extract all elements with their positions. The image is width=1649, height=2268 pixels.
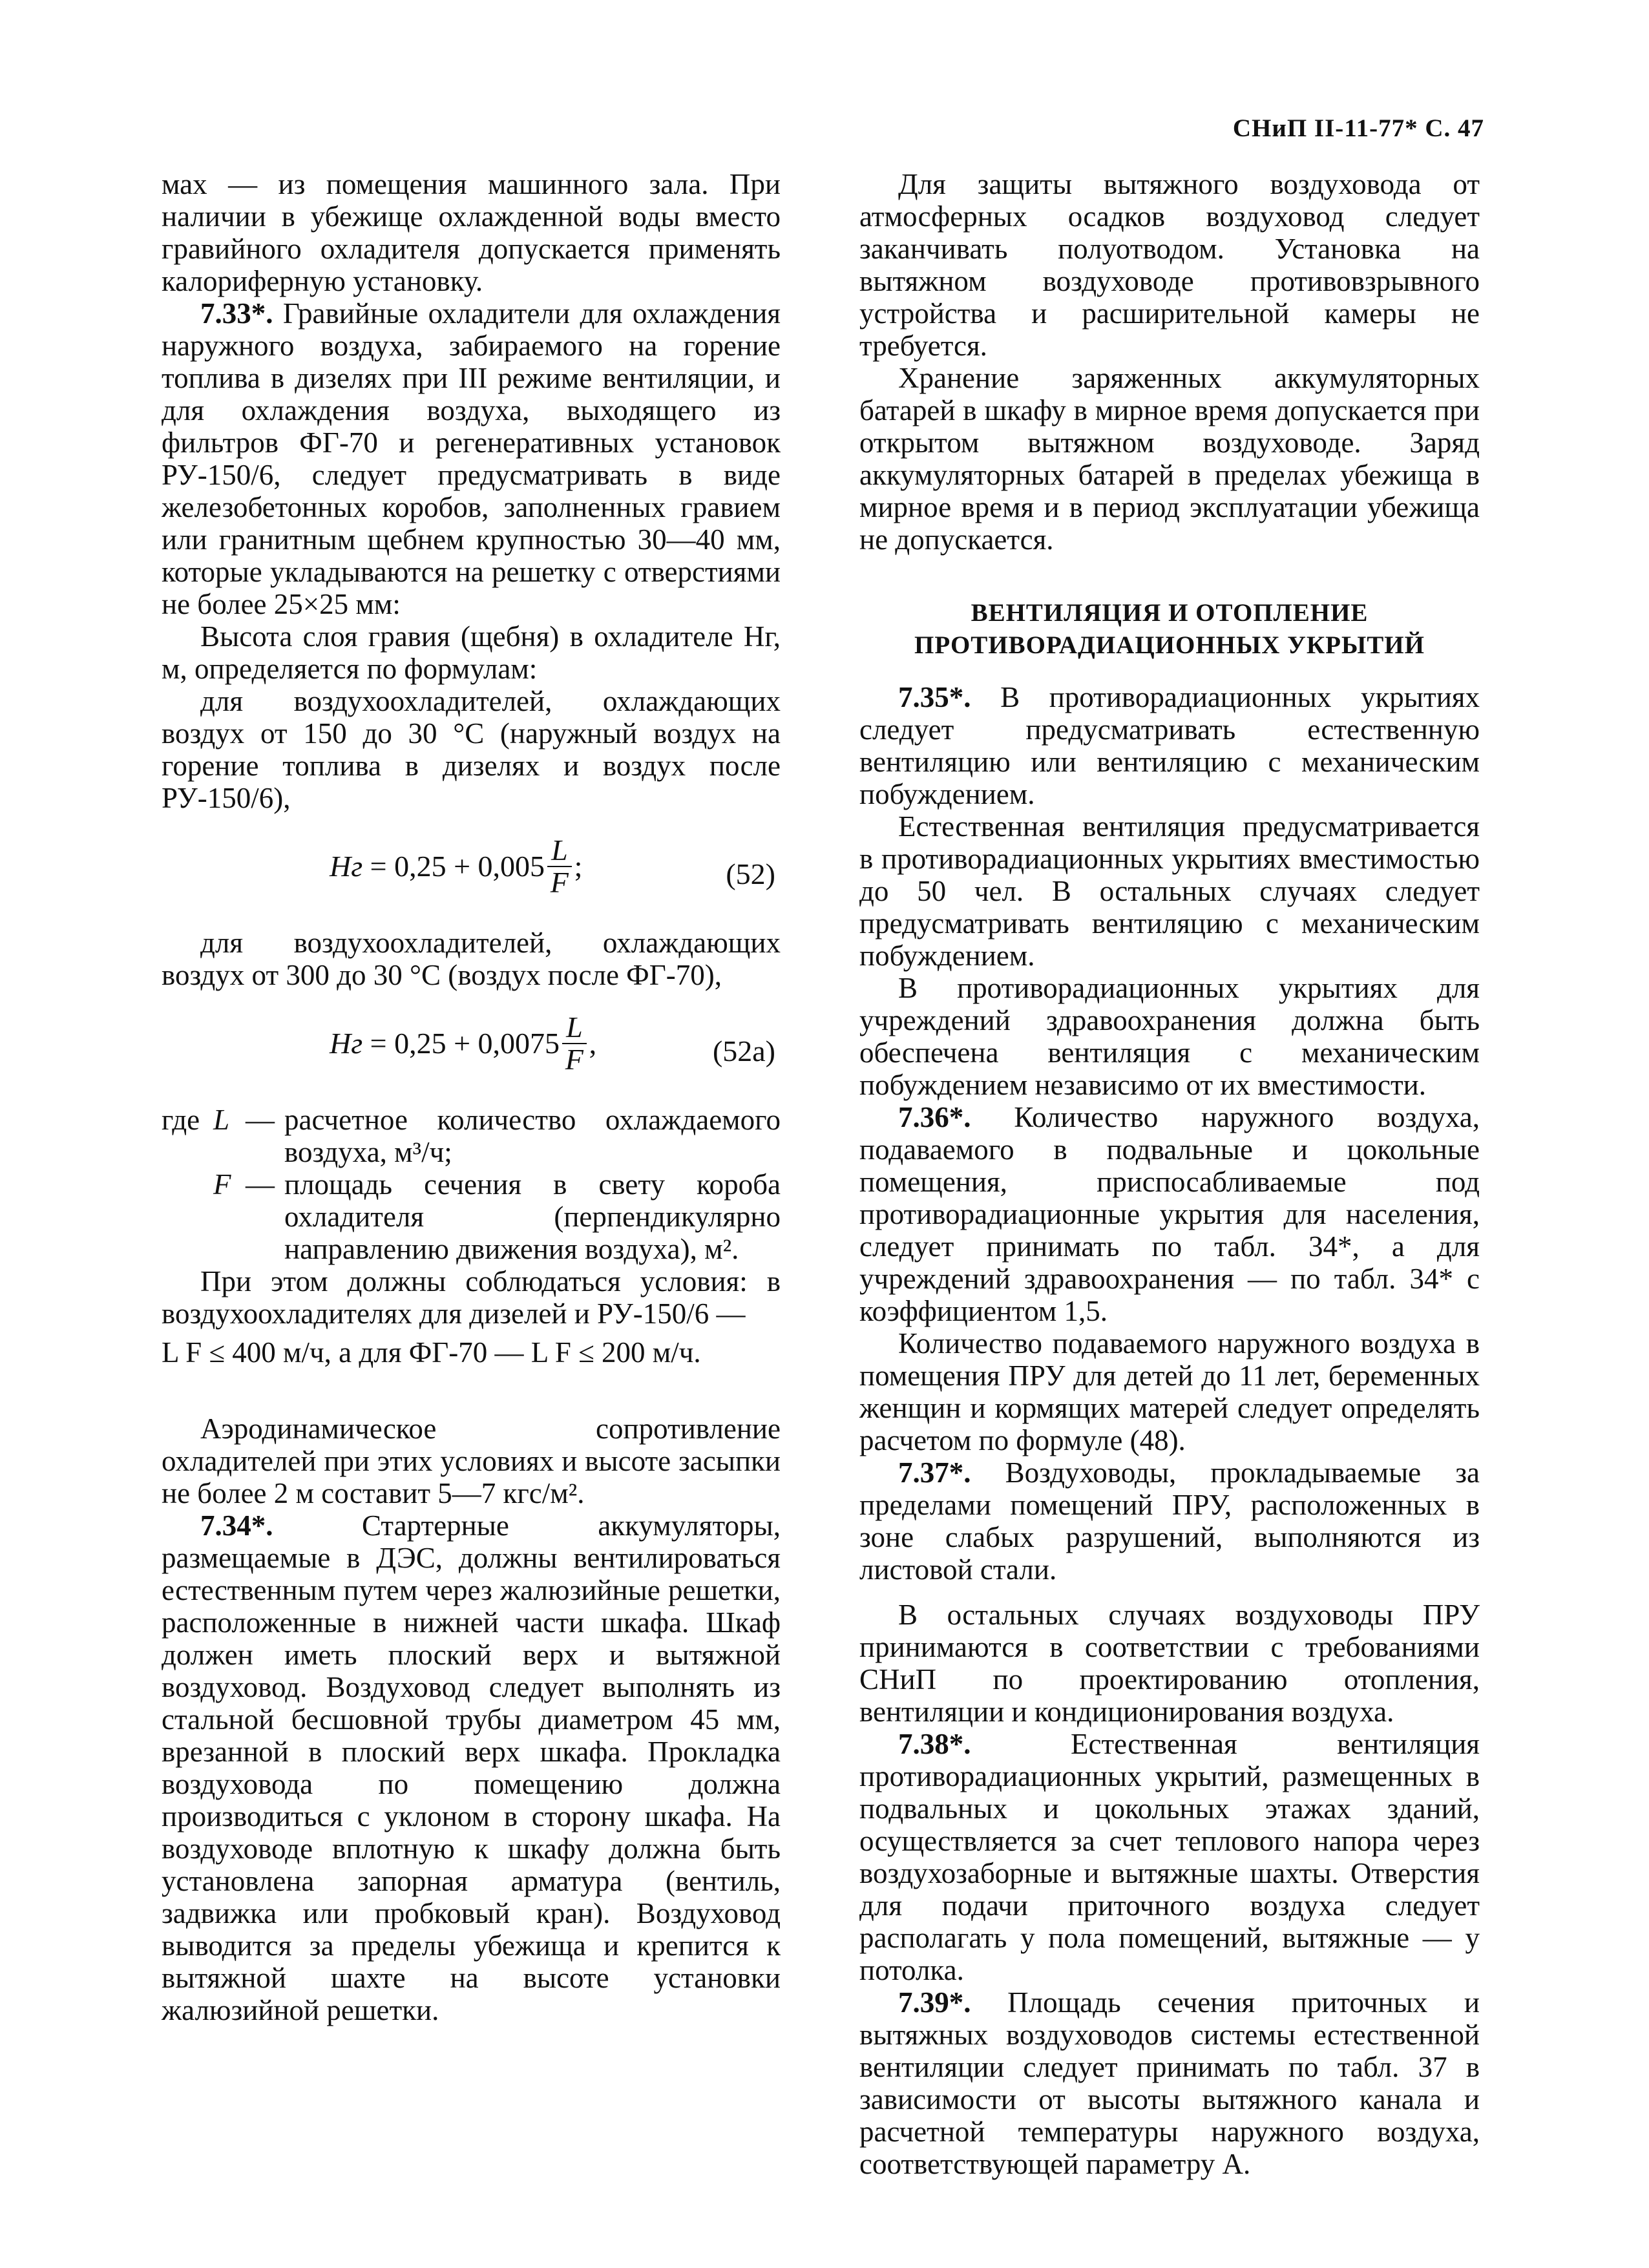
- definition-text: площадь сечения в свету короба охладителя (перпендикулярно направлению движения воздуха), м².: [284, 1168, 781, 1265]
- paragraph-text: Гравийные охладители для охлаждения наружного воздуха, забираемого на горение топлива в дизелях при III режиме вентиляции, и для охлаждения воздуха, выходящего из фильтров ФГ-70 и регенеративных установок РУ-150/6, следует предусматривать в виде железобетонных коробов, заполненных гравием или гранитным щебнем крупностью 30—40 мм, которые укладываются на решетку с отверстиями не более 25×25 мм:: [162, 297, 781, 620]
- formula-end: ;: [574, 850, 583, 883]
- clause-number: 7.37*.: [898, 1456, 971, 1489]
- paragraph-text: В противорадиационных укрытиях следует предусматривать естественную вентиляцию или вентиляцию с механическим побуждением.: [859, 681, 1480, 810]
- clause-number: 7.34*.: [200, 1509, 273, 1542]
- paragraph: для воздухоохладителей, охлаждающих воздух от 300 до 30 °С (воздух после ФГ-70),: [162, 927, 781, 991]
- paragraph: Естественная вентиляция предусматривается в противорадиационных укрытиях вместимостью до 50 чел. В остальных случаях следует предусматривать вентиляцию с механическим побуждением.: [859, 810, 1480, 972]
- numerator: L: [547, 835, 572, 867]
- fraction: [562, 1012, 587, 1075]
- condition-text-b: ≤ 200 м/ч.: [578, 1336, 701, 1369]
- denominator: F: [554, 1336, 571, 1369]
- heading-line: ВЕНТИЛЯЦИЯ И ОТОПЛЕНИЕ: [971, 599, 1369, 627]
- paragraph-7-34: [162, 1509, 781, 2026]
- denominator: F: [565, 1043, 583, 1076]
- heading-line: ПРОТИВОРАДИАЦИОННЫХ УКРЫТИЙ: [914, 631, 1425, 659]
- paragraph: Высота слоя гравия (щебня) в охладителе Hг, м, определяется по формулам:: [162, 620, 781, 685]
- numerator: L: [562, 1012, 587, 1044]
- paragraph: Хранение заряженных аккумуляторных батарей в шкафу в мирное время допускается при открытом вытяжном воздуховоде. Заряд аккумуляторных батарей в пределах убежища в мирное время и в период эксплуатации убежища не допускается.: [859, 362, 1480, 556]
- formula-mid: = 0,25 + 0,0075: [370, 1027, 560, 1060]
- formula-lhs: Hг: [330, 1027, 363, 1060]
- paragraph-7-39: [859, 1986, 1480, 2180]
- clause-number: 7.36*.: [898, 1101, 971, 1133]
- formula-end: ,: [589, 1027, 597, 1060]
- formula-52a: [162, 999, 781, 1096]
- formula-tag: (52а): [712, 1034, 775, 1067]
- fraction: [547, 835, 572, 898]
- clause-number: 7.33*.: [200, 297, 273, 330]
- formula-52: [162, 822, 781, 919]
- paragraph-text: Площадь сечения приточных и вытяжных воздуховодов системы естественной вентиляции следует принимать по табл. 37 в зависимости от высоты вытяжного канала и расчетной температуры наружного воздуха, соответствующей параметру А.: [859, 1986, 1480, 2180]
- denominator: F: [550, 866, 569, 899]
- paragraph-7-33: [162, 297, 781, 620]
- left-column: [162, 168, 781, 2026]
- paragraph: Количество подаваемого наружного воздуха в помещения ПРУ для детей до 11 лет, беременных женщин и кормящих матерей следует определять расчетом по формуле (48).: [859, 1327, 1480, 1456]
- fraction: [531, 1336, 571, 1369]
- variable-definitions: [162, 1104, 781, 1265]
- numerator: L: [530, 1336, 548, 1369]
- condition-formula: [162, 1332, 781, 1410]
- fraction: [162, 1336, 202, 1369]
- paragraph-7-37: [859, 1456, 1480, 1586]
- definition-text: расчетное количество охлаждаемого воздуха, м³/ч;: [284, 1104, 781, 1168]
- definition-symbol: F: [213, 1168, 231, 1201]
- paragraph: Аэродинамическое сопротивление охладителей при этих условиях и высоте засыпки не более 2 м составит 5—7 кгс/м².: [162, 1412, 781, 1509]
- definition-dash: —: [246, 1104, 275, 1136]
- definition-symbol: L: [213, 1104, 230, 1136]
- paragraph-7-36: [859, 1101, 1480, 1327]
- paragraph-text: Стартерные аккумуляторы, размещаемые в ДЭС, должны вентилироваться естественным путем через жалюзийные решетки, расположенные в нижней части шкафа. Шкаф должен иметь плоский верх и вытяжной воздуховод. Воздуховод следует выполнять из стальной бесшовной трубы диаметром 45 мм, врезанной в плоский верх шкафа. Прокладка воздуховода по помещению должна производиться с уклоном в сторону шкафа. На воздуховоде вплотную к шкафу должна быть установлена запорная арматура (вентиль, задвижка или пробковый кран). Воздуховод выводится за пределы убежища и крепится к вытяжной шахте на высоте установки жалюзийной решетки.: [162, 1509, 781, 2026]
- formula-lhs: Hг: [330, 850, 363, 883]
- clause-number: 7.35*.: [898, 681, 971, 713]
- paragraph: мах — из помещения машинного зала. При наличии в убежище охлажденной воды вместо гравийного охладителя допускается применять калориферную установку.: [162, 168, 781, 297]
- paragraph: для воздухоохладителей, охлаждающих воздух от 150 до 30 °С (наружный воздух на горение топлива в дизелях и воздух после РУ-150/6),: [162, 685, 781, 814]
- definition-row: [162, 1168, 781, 1265]
- page-header: СНиП II-11-77* С. 47: [1232, 114, 1484, 142]
- formula-mid: = 0,25 + 0,005: [370, 850, 545, 883]
- definition-row: [162, 1104, 781, 1168]
- paragraph-text: Количество наружного воздуха, подаваемого в подвальные и цокольные помещения, приспосабливаемые под противорадиационные укрытия для населения, следует принимать по табл. 34*, а для учреждений здравоохранения — по табл. 34* с коэффициентом 1,5.: [859, 1101, 1480, 1327]
- paragraph-7-35: [859, 681, 1480, 810]
- paragraph: В остальных случаях воздуховоды ПРУ принимаются в соответствии с требованиями СНиП по проектированию отопления, вентиляции и кондиционирования воздуха.: [859, 1599, 1480, 1728]
- definition-prefix: [162, 1168, 213, 1265]
- formula-tag: (52): [726, 857, 775, 890]
- denominator: F: [185, 1336, 202, 1369]
- paragraph: При этом должны соблюдаться условия: в воздухоохладителях для дизелей и РУ-150/6 —: [162, 1265, 781, 1330]
- right-column: [859, 168, 1480, 2180]
- paragraph-7-38: [859, 1728, 1480, 1986]
- paragraph-text: Воздуховоды, прокладываемые за пределами помещений ПРУ, расположенных в зоне слабых разрушений, выполняются из листовой стали.: [859, 1456, 1480, 1586]
- paragraph-text: Естественная вентиляция противорадиационных укрытий, размещенных в подвальных и цокольных этажах зданий, осуществляется за счет теплового напора через воздухозаборные и вытяжные шахты. Отверстия для подачи приточного воздуха следует располагать у пола помещений, вытяжные — у потолка.: [859, 1728, 1480, 1986]
- definition-prefix: где: [162, 1104, 200, 1136]
- definition-dash: —: [246, 1168, 275, 1201]
- clause-number: 7.39*.: [898, 1986, 971, 2019]
- clause-number: 7.38*.: [898, 1728, 971, 1760]
- paragraph: В противорадиационных укрытиях для учреждений здравоохранения должна быть обеспечена вентиляция с механическим побуждением независимо от их вместимости.: [859, 972, 1480, 1101]
- numerator: L: [162, 1336, 178, 1369]
- paragraph: Для защиты вытяжного воздуховода от атмосферных осадков воздуховод следует заканчивать полуотводом. Установка на вытяжном воздуховоде противовзрывного устройства и расширительной камеры не требуется.: [859, 168, 1480, 362]
- condition-text-a: ≤ 400 м/ч, а для ФГ-70 —: [209, 1336, 524, 1369]
- section-heading: [859, 597, 1480, 662]
